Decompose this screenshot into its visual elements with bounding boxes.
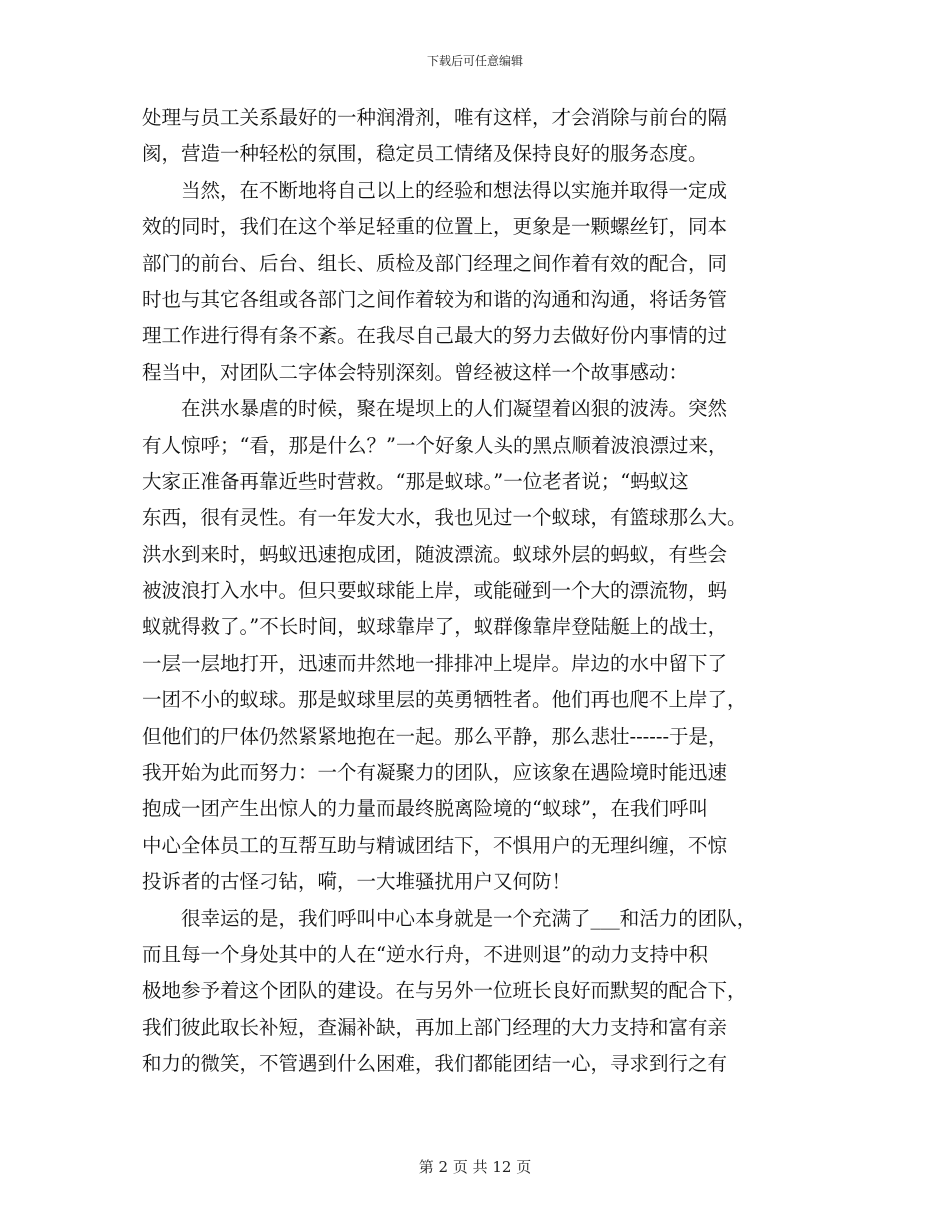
- text-line: 当然，在不断地将自己以上的经验和想法得以实施并取得一定成: [142, 178, 728, 202]
- text-line: 洪水到来时，蚂蚁迅速抱成团，随波漂流。蚁球外层的蚂蚁，有些会: [142, 542, 728, 566]
- text-line: 蚁就得救了。”不长时间，蚁球靠岸了，蚁群像靠岸登陆艇上的战士，: [142, 615, 728, 639]
- text-line: 很幸运的是，我们呼叫中心本身就是一个充满了___和活力的团队，: [142, 906, 757, 930]
- text-line: 时也与其它各组或各部门之间作着较为和谐的沟通和沟通，将话务管: [142, 287, 728, 311]
- text-line: 东西，很有灵性。有一年发大水，我也见过一个蚁球，有篮球那么大。: [142, 506, 747, 530]
- text-line: 我开始为此而努力：一个有凝聚力的团队，应该象在遇险境时能迅速: [142, 761, 728, 785]
- page-header: 下载后可任意编辑: [426, 54, 523, 68]
- text-line: 抱成一团产生出惊人的力量而最终脱离险境的“蚁球”，在我们呼叫: [142, 797, 708, 821]
- text-line: 但他们的尸体仍然紧紧地抱在一起。那么平静，那么悲壮------于是，: [142, 724, 728, 748]
- text-line: 效的同时，我们在这个举足轻重的位置上，更象是一颗螺丝钉，同本: [142, 215, 728, 239]
- text-line: 而且每一个身处其中的人在“逆水行舟，不进则退”的动力支持中积: [142, 942, 708, 966]
- page-number: 第 2 页 共 12 页: [418, 1158, 532, 1176]
- text-line: 一层一层地打开，迅速而井然地一排排冲上堤岸。岸边的水中留下了: [142, 651, 728, 675]
- text-line: 在洪水暴虐的时候，聚在堤坝上的人们凝望着凶狠的波涛。突然: [142, 397, 728, 421]
- text-line: 我们彼此取长补短，查漏补缺，再加上部门经理的大力支持和富有亲: [142, 1015, 728, 1039]
- text-line: 和力的微笑，不管遇到什么困难，我们都能团结一心，寻求到行之有: [142, 1052, 728, 1076]
- text-line: 投诉者的古怪刁钻，嗬，一大堆骚扰用户又何防！: [142, 870, 572, 894]
- text-line: 部门的前台、后台、组长、质检及部门经理之间作着有效的配合，同: [142, 251, 728, 275]
- text-line: 一团不小的蚁球。那是蚁球里层的英勇牺牲者。他们再也爬不上岸了，: [142, 688, 747, 712]
- text-line: 大家正准备再靠近些时营救。“那是蚁球。”一位老者说；“蚂蚁这: [142, 469, 689, 493]
- text-line: 中心全体员工的互帮互助与精诚团结下，不惧用户的无理纠缠，不惊: [142, 833, 728, 857]
- text-line: 极地参予着这个团队的建设。在与另外一位班长良好而默契的配合下，: [142, 979, 747, 1003]
- text-line: 被波浪打入水中。但只要蚁球能上岸，或能碰到一个大的漂流物，蚂: [142, 579, 728, 603]
- text-line: 理工作进行得有条不紊。在我尽自己最大的努力去做好份内事情的过: [142, 324, 728, 348]
- text-line: 有人惊呼；“看，那是什么？”一个好象人头的黑点顺着波浪漂过来，: [142, 433, 728, 457]
- body-text: [142, 100, 807, 1083]
- text-line: 处理与员工关系最好的一种润滑剂，唯有这样，才会消除与前台的隔: [142, 106, 728, 129]
- text-line: 阂，营造一种轻松的氛围，稳定员工情绪及保持良好的服务态度。: [142, 142, 708, 166]
- text-line: 程当中，对团队二字体会特别深刻。曾经被这样一个故事感动：: [142, 360, 689, 384]
